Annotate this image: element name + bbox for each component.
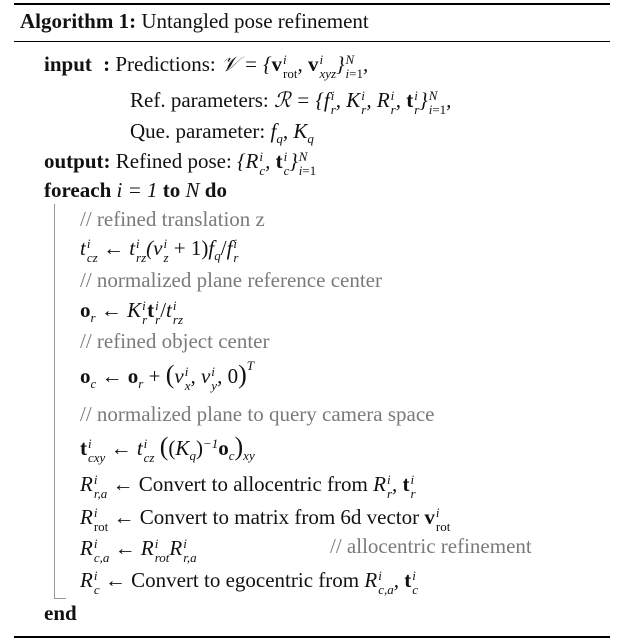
end-keyword: end xyxy=(44,601,77,625)
algorithm-label: Algorithm 1: xyxy=(20,9,137,33)
step-rotation-text: Convert to matrix from 6d vector xyxy=(139,505,420,529)
eq-object-center: $o_c$ ← $o_r + (v$ i x , v i y , 0)$^T$ xyxy=(80,358,254,393)
step-allocentric-text: Convert to allocentric from xyxy=(138,472,368,496)
foreach-line xyxy=(44,178,227,203)
comment-refined-translation: // refined translation z xyxy=(80,207,265,231)
step-rotation-matrix: R i rot ← Convert to matrix from 6d vector v i rot xyxy=(80,504,451,534)
predictions-formula: 𝒱 = {v i rot , v i xyz } N i=1 , xyxy=(220,51,369,81)
title-rule xyxy=(14,41,610,42)
que-parameter-line xyxy=(130,119,314,144)
step-egocentric-text: Convert to egocentric from xyxy=(131,568,360,592)
foreach-range: i = 1 xyxy=(116,178,158,202)
que-parameter-label: Que. parameter: xyxy=(130,119,266,143)
do-keyword: do xyxy=(204,178,227,202)
bottom-rule xyxy=(14,636,610,638)
input-keyword: input xyxy=(44,52,92,76)
output-formula: {R i c , t i c } N i=1 xyxy=(237,148,317,178)
que-parameter-formula: $f_q$, $K_q$ xyxy=(270,119,314,146)
comment-allocentric-refinement: // allocentric refinement xyxy=(330,534,532,558)
input-predictions-line xyxy=(44,52,368,80)
step-allocentric: R i r,a ← Convert to allocentric from R i r , t i r xyxy=(80,471,416,501)
predictions-label: Predictions: xyxy=(115,52,216,76)
output-label: Refined pose: xyxy=(115,149,232,173)
comment-object-center: // refined object center xyxy=(80,329,270,353)
ref-parameters-label: Ref. parameters: xyxy=(130,88,269,112)
top-rule xyxy=(14,3,610,5)
eq-normalized-center: $o_r$ ← K i r t i r /t i rz xyxy=(80,297,184,327)
step-egocentric: R i c ← Convert to egocentric from R i c,a , t i c xyxy=(80,567,419,597)
step-allocentric-refinement: R i c,a ← R i rot R i r,a xyxy=(80,535,197,565)
input-colon: : xyxy=(103,52,111,76)
eq-refined-translation: t i cz ← t i rz (v i z + $1)f_q/f$ i r xyxy=(80,235,239,265)
comment-query-camera: // normalized plane to query camera space xyxy=(80,402,435,426)
algorithm-title xyxy=(20,9,369,34)
ref-parameters-line xyxy=(130,88,451,116)
to-keyword: to xyxy=(162,178,181,202)
loop-bar-foot xyxy=(54,598,66,599)
output-keyword: output: xyxy=(44,149,111,173)
loop-bar xyxy=(54,204,55,599)
ref-parameters-formula: ℛ = {f i r , K i r , R i r , t i r } N i=1 , xyxy=(274,87,452,117)
eq-query-camera: t i cxy ← t i cz $((K_q)^{-1}o_c)_{xy}$ xyxy=(80,432,255,465)
algorithm-name: Untangled pose refinement xyxy=(141,9,369,33)
comment-normalized-center: // normalized plane reference center xyxy=(80,268,382,292)
foreach-limit: N xyxy=(185,178,200,202)
output-line xyxy=(44,149,316,177)
foreach-keyword: foreach xyxy=(44,178,112,202)
